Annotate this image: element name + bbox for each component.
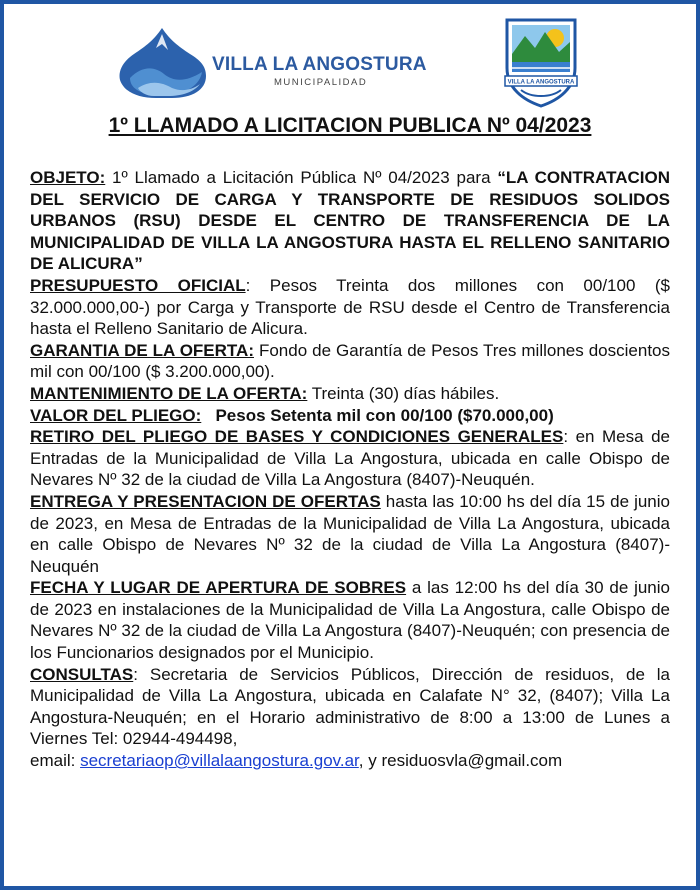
- garantia-text: Fondo de Garantía de Pesos Tres millones doscientos mil con 00/100 ($ 3.200.000,00).: [30, 340, 670, 382]
- mantenimiento-label: MANTENIMIENTO DE LA OFERTA:: [30, 383, 308, 403]
- objeto-text: 1º Llamado a Licitación Pública Nº 04/2023 para: [105, 168, 498, 187]
- water-drop-logo-icon: [116, 26, 208, 100]
- section-apertura: [30, 577, 670, 663]
- section-email: [30, 750, 670, 772]
- consultas-label: CONSULTAS: [30, 664, 134, 684]
- retiro-text: : en Mesa de Entradas de la Municipalidad de Villa La Angostura, ubicada en calle Obispo de Nevares Nº 32 de la ciudad de Villa La Angostura (8407)-Neuquén.: [30, 427, 670, 490]
- section-consultas: [30, 664, 670, 750]
- brand-name: VILLA LA ANGOSTURA: [212, 54, 427, 75]
- objeto-bold-text: “LA CONTRATACION DEL SERVICIO DE CARGA Y TRANSPORTE DE RESIDUOS SOLIDOS URBANOS (RSU) DESDE EL CENTRO DE TRANSFERENCIA DE LA MUNICIPALIDAD DE VILLA LA ANGOSTURA HASTA EL RELLENO SANITARIO DE ALICURA”: [30, 168, 670, 274]
- crest-ribbon-text: VILLA LA ANGOSTURA: [507, 79, 575, 86]
- email-link[interactable]: secretariaop@villalaangostura.gov.ar: [80, 751, 359, 771]
- valor-label: VALOR DEL PLIEGO:: [30, 405, 202, 425]
- section-presupuesto: [30, 275, 670, 340]
- retiro-label: RETIRO DEL PLIEGO DE BASES Y CONDICIONES GENERALES: [30, 427, 564, 447]
- email-suffix: , y residuosvla@gmail.com: [358, 751, 563, 771]
- entrega-text: hasta las 10:00 hs del día 15 de junio de 2023, en Mesa de Entradas de la Municipalidad de Villa La Angostura, ubicada en calle Obispo de Nevares Nº 32 de la ciudad de Villa La Angostura (8407)-Neuquén: [30, 491, 670, 576]
- brand-subtitle: MUNICIPALIDAD: [274, 77, 368, 88]
- section-mantenimiento: [30, 383, 670, 405]
- entrega-label: ENTREGA Y PRESENTACION DE OFERTAS: [30, 491, 381, 511]
- page-title: 1º LLAMADO A LICITACION PUBLICA Nº 04/2023: [108, 114, 592, 137]
- garantia-label: GARANTIA DE LA OFERTA:: [30, 340, 254, 360]
- municipal-crest-icon: [501, 16, 581, 108]
- consultas-text: : Secretaria de Servicios Públicos, Dirección de residuos, de la Municipalidad de Villa La Angostura, ubicada en Calafate N° 32, (8407); Villa La Angostura-Neuquén; en el Horario administrativo de 8:00 a 13:00 de Lunes a Viernes Tel: 02944-494498,: [30, 664, 670, 749]
- objeto-label: OBJETO:: [30, 168, 106, 187]
- presupuesto-label: PRESUPUESTO OFICIAL: [30, 275, 246, 295]
- section-objeto: [30, 167, 670, 275]
- section-entrega: [30, 491, 670, 577]
- email-prefix: email:: [30, 751, 81, 771]
- mantenimiento-text: Treinta (30) días hábiles.: [307, 383, 500, 403]
- presupuesto-text: : Pesos Treinta dos millones con 00/100 ($ 32.000.000,00-) por Carga y Transporte de RSU desde el Centro de Transferencia hasta el Relleno Sanitario de Alicura.: [30, 275, 670, 339]
- section-garantia: [30, 340, 670, 383]
- apertura-text: a las 12:00 hs del día 30 de junio de 2023 en instalaciones de la Municipalidad de Villa La Angostura, calle Obispo de Nevares Nº 32 de la ciudad de Villa La Angostura (8407)-Neuquén; con presencia de los Funcionarios designados por el Municipio.: [30, 578, 670, 663]
- section-retiro: [30, 426, 670, 491]
- section-valor: [30, 405, 670, 427]
- valor-text: Pesos Setenta mil con 00/100 ($70.000,00): [201, 405, 554, 425]
- notice-body: [30, 167, 670, 772]
- header: [4, 4, 696, 114]
- apertura-label: FECHA Y LUGAR DE APERTURA DE SOBRES: [30, 578, 407, 598]
